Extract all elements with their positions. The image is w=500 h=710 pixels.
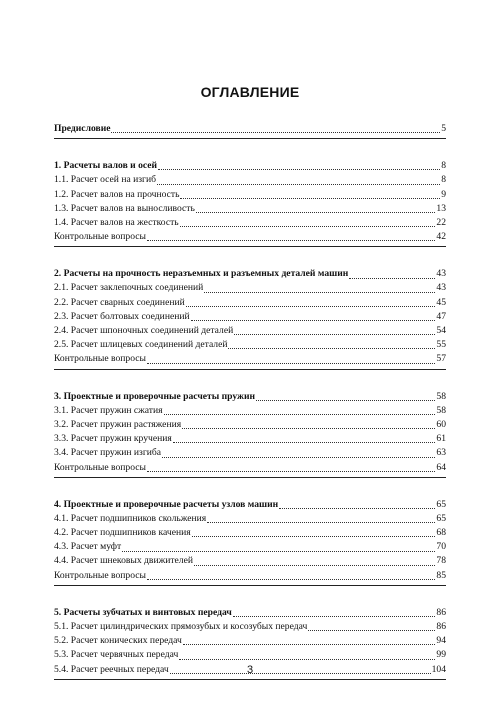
toc-entry-label: 2.1. Расчет заклепочных соединений: [54, 282, 204, 294]
toc-entry[interactable]: [54, 432, 446, 446]
toc-entry[interactable]: [54, 338, 446, 352]
toc-entry-label: 1. Расчеты валов и осей: [54, 160, 158, 172]
toc-entry-label: 1.3. Расчет валов на выносливость: [54, 202, 195, 214]
dot-leader: [147, 362, 435, 364]
page-title: ОГЛАВЛЕНИЕ: [200, 84, 300, 100]
dot-leader: [186, 305, 436, 307]
toc-entry-page: 86: [436, 621, 446, 633]
toc-entry-page: 13: [436, 202, 446, 214]
dot-leader: [158, 168, 440, 170]
toc-entry-label: 1.1. Расчет осей на изгиб: [54, 174, 156, 186]
toc-entry[interactable]: [54, 230, 446, 244]
toc-entry[interactable]: [54, 446, 446, 460]
toc-entry-page: 65: [436, 498, 446, 510]
toc-entry-label: 5.2. Расчет конических передач: [54, 635, 182, 647]
toc-entry-page: 58: [436, 390, 446, 402]
toc-section: [54, 159, 446, 247]
toc-entry-page: 8: [441, 174, 446, 186]
toc-entry-label: 2.4. Расчет шпоночных соединений деталей: [54, 325, 234, 337]
toc-entry-label: Контрольные вопросы: [54, 231, 146, 243]
toc-entry-page: 63: [436, 447, 446, 459]
dot-leader: [196, 211, 436, 213]
toc-entry-page: 55: [436, 339, 446, 351]
toc-entry-label: 2. Расчеты на прочность неразъемных и разъемных деталей машин: [54, 268, 349, 280]
dot-leader: [233, 615, 436, 617]
toc-entry[interactable]: [54, 404, 446, 418]
section-gap: [54, 370, 446, 390]
dot-leader: [194, 564, 435, 566]
toc-section-heading[interactable]: [54, 390, 446, 404]
toc-entry[interactable]: [54, 526, 446, 540]
dot-leader: [204, 291, 435, 293]
dot-leader: [180, 197, 440, 199]
dot-leader: [157, 183, 440, 185]
toc-entry-label: 3.4. Расчет пружин изгиба: [54, 447, 162, 459]
toc-section-heading[interactable]: [54, 267, 446, 281]
toc-entry-page: 85: [436, 569, 446, 581]
toc-entry-page: 99: [436, 649, 446, 661]
toc-entry[interactable]: [54, 188, 446, 202]
toc-entry-label: 1.4. Расчет валов на жесткость: [54, 216, 179, 228]
toc-entry-page: 58: [436, 404, 446, 416]
dot-leader: [183, 643, 436, 645]
dot-leader: [279, 507, 435, 509]
toc-entry-label: Контрольные вопросы: [54, 569, 146, 581]
toc-entry[interactable]: [54, 202, 446, 216]
dot-leader: [147, 578, 435, 580]
toc-entry-page: 94: [436, 635, 446, 647]
dot-leader: [191, 319, 436, 321]
dot-leader: [308, 629, 435, 631]
toc-entry[interactable]: [54, 569, 446, 583]
toc-entry-label: 4.2. Расчет подшипников качения: [54, 527, 191, 539]
toc-entry-page: 54: [436, 325, 446, 337]
dot-leader: [192, 535, 436, 537]
toc-entry[interactable]: [54, 555, 446, 569]
toc-entry-page: 86: [436, 606, 446, 618]
dot-leader: [173, 441, 436, 443]
toc-entry[interactable]: [54, 296, 446, 310]
toc-entry-label: Предисловие: [54, 122, 111, 134]
toc-entry[interactable]: [54, 216, 446, 230]
toc-entry[interactable]: [54, 352, 446, 366]
toc-entry[interactable]: [54, 648, 446, 662]
toc-entry[interactable]: [54, 173, 446, 187]
toc-entry-page: 60: [436, 418, 446, 430]
toc-entry-label: 2.5. Расчет шлицевых соединений деталей: [54, 339, 228, 351]
dot-leader: [182, 427, 435, 429]
toc-entry-label: 4.3. Расчет муфт: [54, 541, 122, 553]
toc-entry-label: 1.2. Расчет валов на прочность: [54, 188, 180, 200]
dot-leader: [111, 131, 440, 133]
toc-entry[interactable]: [54, 461, 446, 475]
section-gap: [54, 586, 446, 606]
toc-entry-label: 5.1. Расчет цилиндрических прямозубых и косозубых передач: [54, 621, 308, 633]
toc-entry[interactable]: [54, 282, 446, 296]
toc-entry-page: 68: [436, 527, 446, 539]
dot-leader: [180, 225, 436, 227]
toc-entry[interactable]: [54, 418, 446, 432]
toc-entry-page: 64: [436, 461, 446, 473]
toc-entry-page: 42: [436, 231, 446, 243]
dot-leader: [207, 521, 435, 523]
toc-section-heading[interactable]: [54, 606, 446, 620]
toc-entry-page: 8: [441, 160, 446, 172]
page-number: 3: [246, 664, 254, 676]
toc-entry-page: 57: [436, 353, 446, 365]
dot-leader: [179, 658, 435, 660]
toc-section: [54, 267, 446, 369]
dot-leader: [162, 456, 435, 458]
toc-entry-page: 22: [436, 216, 446, 228]
section-gap: [54, 247, 446, 267]
toc-entry-page: 61: [436, 433, 446, 445]
toc-entry-label: 3.1. Расчет пружин сжатия: [54, 404, 163, 416]
dot-leader: [147, 239, 435, 241]
dot-leader: [164, 413, 436, 415]
toc-entry[interactable]: [54, 324, 446, 338]
toc-entry-page: 9: [441, 188, 446, 200]
toc-entry-page: 104: [431, 663, 446, 675]
toc-entry-page: 47: [436, 310, 446, 322]
toc-entry-label: Контрольные вопросы: [54, 461, 146, 473]
dot-leader: [122, 550, 435, 552]
toc-entry[interactable]: [54, 310, 446, 324]
toc-section-heading[interactable]: [54, 498, 446, 512]
dot-leader: [349, 277, 435, 279]
toc-entry-label: 5.3. Расчет червячных передач: [54, 649, 179, 661]
toc-entry[interactable]: [54, 540, 446, 554]
toc-entry-page: 70: [436, 541, 446, 553]
toc-entry-label: 5.4. Расчет реечных передач: [54, 663, 169, 675]
toc-section-heading[interactable]: [54, 159, 446, 173]
toc-section: [54, 390, 446, 478]
toc-entry-label: 4.1. Расчет подшипников скольжения: [54, 512, 207, 524]
dot-leader: [234, 333, 435, 335]
toc-section: [54, 498, 446, 586]
toc-entry-page: 45: [436, 296, 446, 308]
toc-entry-page: 65: [436, 512, 446, 524]
dot-leader: [256, 399, 435, 401]
toc-entry[interactable]: [54, 620, 446, 634]
toc-entry-label: 3.2. Расчет пружин растяжения: [54, 418, 182, 430]
section-gap: [54, 139, 446, 159]
toc-entry-label: 3.3. Расчет пружин кручения: [54, 433, 172, 445]
toc-entry-label: 3. Проектные и проверочные расчеты пружин: [54, 390, 256, 402]
toc-entry-page: 78: [436, 555, 446, 567]
toc-section: [54, 122, 446, 139]
toc-entry-label: 2.3. Расчет болтовых соединений: [54, 310, 190, 322]
toc-entry-label: 2.2. Расчет сварных соединений: [54, 296, 185, 308]
dot-leader: [147, 470, 435, 472]
toc-section-heading[interactable]: [54, 122, 446, 136]
toc-entry[interactable]: [54, 512, 446, 526]
toc-entry-label: 4.4. Расчет шнековых движителей: [54, 555, 193, 567]
toc-entry-label: 4. Проектные и проверочные расчеты узлов машин: [54, 498, 279, 510]
table-of-contents: [54, 122, 446, 680]
toc-entry-page: 43: [436, 282, 446, 294]
toc-entry-label: Контрольные вопросы: [54, 353, 146, 365]
toc-entry-page: 5: [441, 122, 446, 134]
section-gap: [54, 478, 446, 498]
toc-entry-label: 5. Расчеты зубчатых и винтовых передач: [54, 606, 232, 618]
dot-leader: [228, 347, 435, 349]
section-divider: [54, 679, 446, 680]
toc-entry-page: 43: [436, 268, 446, 280]
toc-entry[interactable]: [54, 634, 446, 648]
